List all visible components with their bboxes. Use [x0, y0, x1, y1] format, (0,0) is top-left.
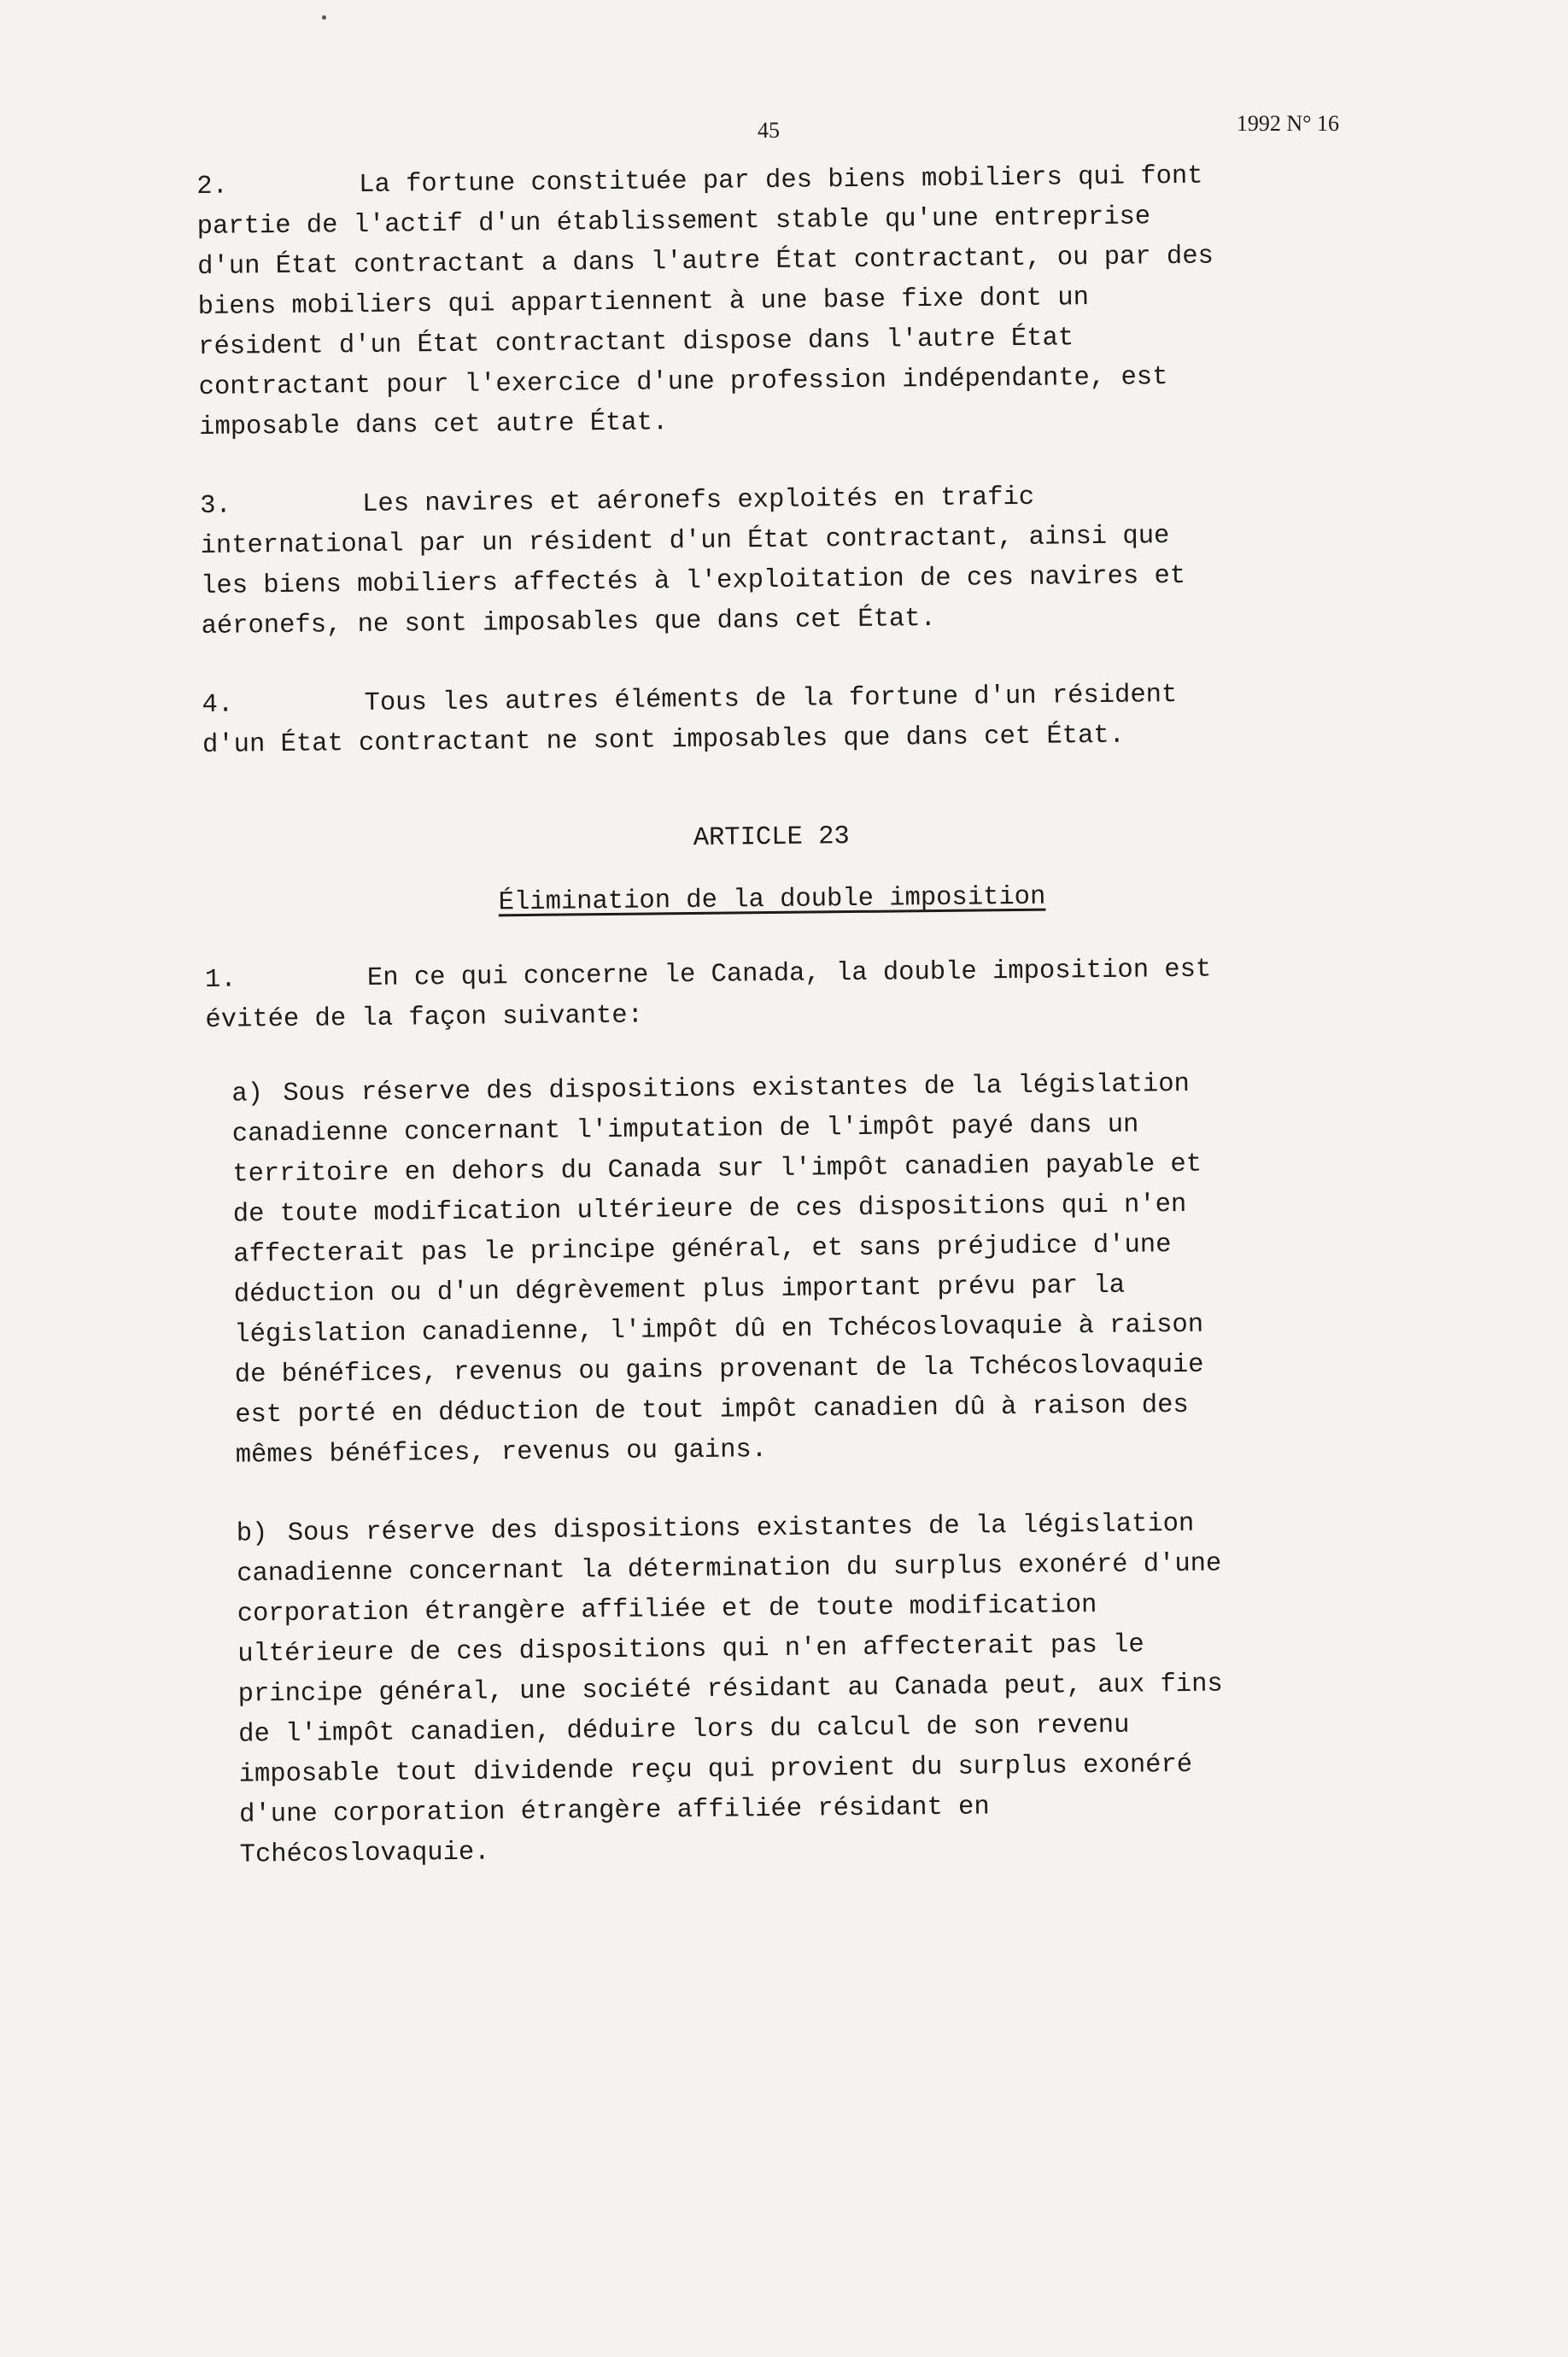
paragraph-line: contractant pour l'exercice d'une profession indépendante, est — [198, 363, 1168, 402]
paragraph-3 — [200, 475, 1337, 647]
paragraph-4 — [202, 674, 1338, 766]
paragraph-line: législation canadienne, l'impôt dû en Tchécoslovaquie à raison — [234, 1310, 1204, 1350]
document-body — [196, 155, 1350, 1915]
paragraph-line: évitée de la façon suivante: — [205, 1001, 644, 1035]
paragraph-line: Tchécoslovaquie. — [239, 1838, 490, 1870]
paragraph-1 — [205, 949, 1342, 1041]
article-title: ARTICLE 23 — [693, 822, 850, 853]
paragraph-line: les biens mobiliers affectés à l'exploitation de ces navires et — [200, 561, 1186, 601]
paragraph-line: est porté en déduction de tout impôt canadien dû à raison des — [235, 1390, 1189, 1430]
subparagraph-marker: b) — [236, 1519, 268, 1549]
paragraph-line: ultérieure de ces dispositions qui n'en affecterait pas le — [237, 1630, 1144, 1670]
paragraph-line: résident d'un État contractant dispose dans l'autre État — [198, 324, 1074, 362]
paragraph-line: déduction ou d'un dégrèvement plus important prévu par la — [233, 1271, 1126, 1310]
subparagraph-marker: a) — [231, 1079, 264, 1109]
paragraph-2 — [196, 155, 1335, 448]
paragraph-number: 2. — [196, 172, 229, 202]
paragraph-line: biens mobiliers qui appartiennent à une base fixe dont un — [197, 284, 1090, 322]
paragraph-line: imposable dans cet autre État. — [199, 408, 669, 442]
paragraph-line: imposable tout dividende reçu qui provient du surplus exonéré — [238, 1750, 1193, 1790]
subparagraph-a — [231, 1063, 1346, 1477]
paragraph-line: de bénéfices, revenus ou gains provenant de la Tchécoslovaquie — [234, 1350, 1204, 1390]
article-subtitle: Élimination de la double imposition — [498, 882, 1046, 918]
paragraph-line: 3. Les navires et aéronefs exploités en trafic — [200, 475, 1336, 527]
paragraph-line: canadienne concernant la détermination du surplus exonéré d'une — [237, 1549, 1222, 1589]
subparagraph-b — [237, 1503, 1350, 1876]
page-number: 45 — [758, 118, 780, 143]
paragraph-number: 3. — [199, 491, 231, 521]
paragraph-line: corporation étrangère affiliée et de toute modification — [237, 1591, 1097, 1629]
speck-mark — [322, 15, 326, 20]
paragraph-line: 2. La fortune constituée par des biens mobiliers qui font — [196, 155, 1332, 208]
paragraph-line: partie de l'actif d'un établissement stable qu'une entreprise — [196, 202, 1151, 242]
paragraph-line: de l'impôt canadien, déduire lors du calcul de son revenu — [238, 1711, 1130, 1750]
paragraph-line: international par un résident d'un État contractant, ainsi que — [200, 522, 1170, 561]
paragraph-line: aéronefs, ne sont imposables que dans cet État. — [201, 604, 937, 641]
paragraph-line: affecterait pas le principe général, et sans préjudice d'une — [233, 1231, 1172, 1270]
paragraph-line: d'un État contractant a dans l'autre État contractant, ou par des — [197, 242, 1214, 282]
paragraph-line: 4. Tous les autres éléments de la fortune d'un résident — [202, 674, 1337, 726]
paragraph-line: a) Sous réserve des dispositions existantes de la législation — [231, 1063, 1342, 1115]
paragraph-line: d'une corporation étrangère affiliée résidant en — [239, 1793, 990, 1830]
paragraph-line: b) Sous réserve des dispositions existantes de la législation — [237, 1503, 1347, 1555]
paragraph-number: 1. — [204, 965, 237, 995]
paragraph-line: de toute modification ultérieure de ces dispositions qui n'en — [232, 1190, 1187, 1230]
paragraph-number: 4. — [202, 690, 234, 720]
paragraph-line: canadienne concernant l'imputation de l'impôt payé dans un — [231, 1110, 1139, 1149]
paragraph-line: d'un État contractant ne sont imposables que dans cet État. — [202, 721, 1126, 760]
paragraph-line: principe général, une société résidant au Canada peut, aux fins — [237, 1670, 1223, 1710]
paragraph-line: mêmes bénéfices, revenus ou gains. — [235, 1436, 768, 1471]
paragraph-line: territoire en dehors du Canada sur l'impôt canadien payable et — [232, 1149, 1202, 1190]
paragraph-line: 1. En ce qui concerne le Canada, la double imposition est — [205, 949, 1341, 1001]
document-reference: 1992 N° 16 — [1236, 111, 1339, 136]
